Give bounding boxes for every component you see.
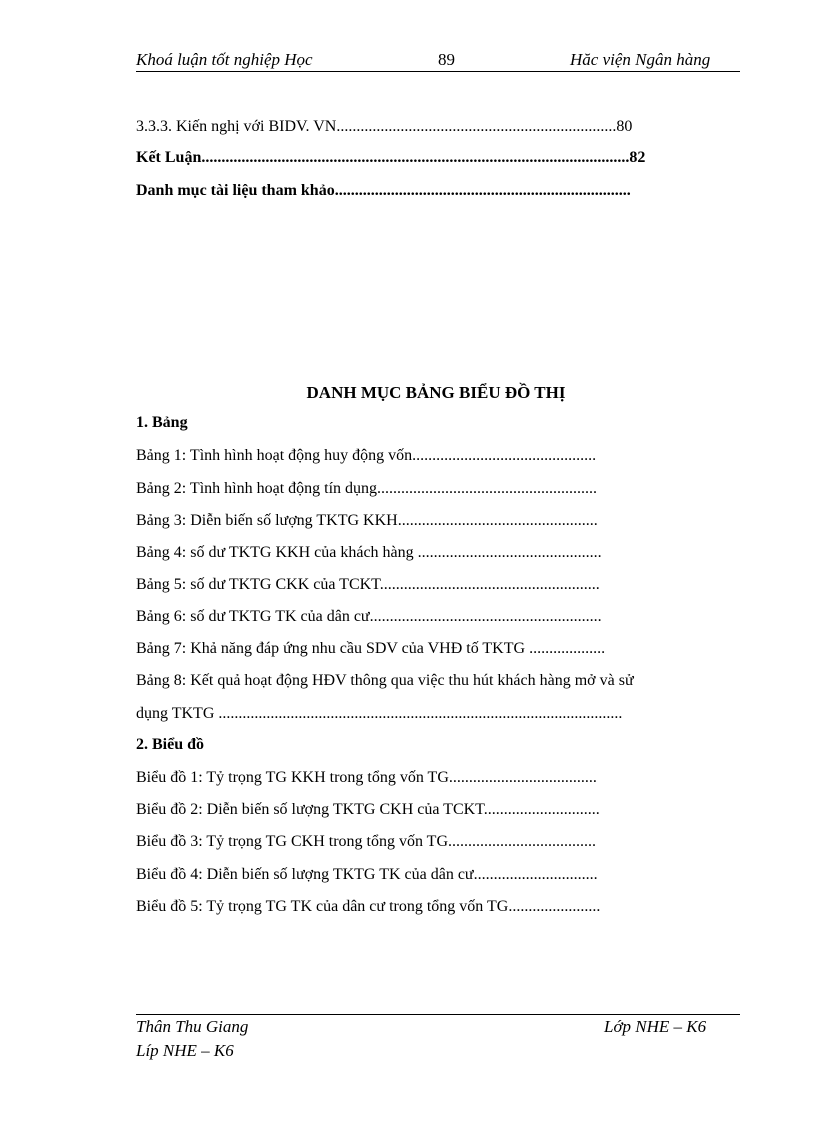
table-list-item: dụng TKTG .....................................................................................................: [136, 705, 623, 722]
table-list-item: Bảng 4: số dư TKTG KKH của khách hàng ..............................................: [136, 544, 602, 561]
section-heading-charts: 2. Biểu đồ: [136, 736, 205, 753]
chart-list-item: Biểu đồ 2: Diễn biến số lượng TKTG CKH của TCKT.............................: [136, 801, 600, 818]
footer-author: Thân Thu Giang: [136, 1017, 249, 1036]
toc-item: Kết Luận...........................................................................................................82: [136, 149, 646, 166]
footer-class-left: Líp NHE – K6: [136, 1041, 234, 1060]
toc-item: 3.3.3. Kiến nghị với BIDV. VN......................................................................80: [136, 118, 633, 135]
table-list-item: Bảng 2: Tình hình hoạt động tín dụng.......................................................: [136, 480, 598, 497]
header-right: Hăc viện Ngân hàng: [570, 50, 711, 69]
table-list-item: Bảng 3: Diễn biến số lượng TKTG KKH..................................................: [136, 512, 598, 529]
list-title: DANH MỤC BẢNG BIỂU ĐỒ THỊ: [306, 383, 566, 402]
table-list-item: Bảng 7: Khả năng đáp ứng nhu cầu SDV của VHĐ tố TKTG ...................: [136, 640, 606, 657]
chart-list-item: Biểu đồ 1: Tỷ trọng TG KKH trong tổng vốn TG.....................................: [136, 769, 597, 786]
table-list-item: Bảng 5: số dư TKTG CKK của TCKT.......................................................: [136, 576, 600, 593]
footer-class-right: Lớp NHE – K6: [604, 1017, 707, 1036]
chart-list-item: Biểu đồ 5: Tỷ trọng TG TK của dân cư trong tổng vốn TG.......................: [136, 898, 601, 915]
chart-list-item: Biểu đồ 3: Tỷ trọng TG CKH trong tổng vốn TG.....................................: [136, 833, 596, 850]
header-left: Khoá luận tốt nghiệp Học: [136, 50, 313, 69]
footer-rule: [136, 1014, 740, 1015]
header-rule: [136, 71, 740, 72]
page-number: 89: [438, 50, 455, 69]
table-list-item: Bảng 1: Tình hình hoạt động huy động vốn..............................................: [136, 447, 597, 464]
table-list-item: Bảng 8: Kết quả hoạt động HĐV thông qua việc thu hút khách hàng mở và sử: [136, 672, 634, 689]
chart-list-item: Biểu đồ 4: Diễn biến số lượng TKTG TK của dân cư...............................: [136, 866, 598, 883]
toc-item: Danh mục tài liệu tham khảo..........................................................................: [136, 182, 631, 199]
table-list-item: Bảng 6: số dư TKTG TK của dân cư..........................................................: [136, 608, 602, 625]
section-heading-tables: 1. Bảng: [136, 414, 188, 431]
